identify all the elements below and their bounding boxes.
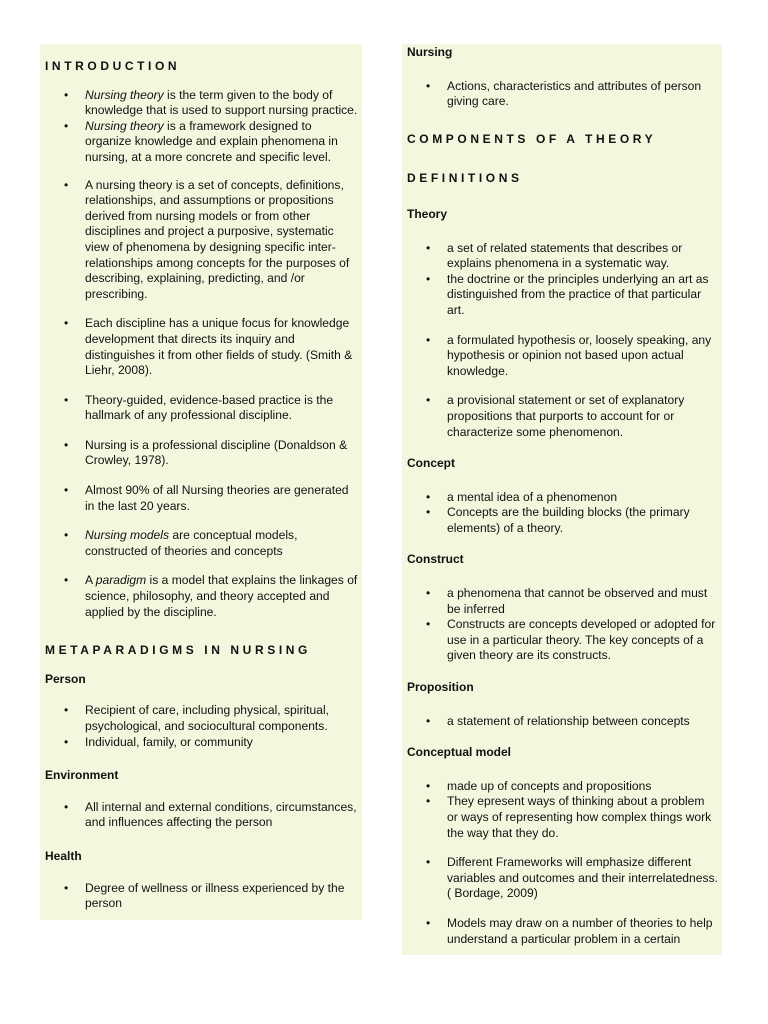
introduction-list	[40, 88, 362, 166]
metaparadigms-section	[40, 628, 362, 920]
environment-heading: Environment	[45, 768, 119, 783]
list-item: • a provisional statement or set of explanatory propositions that purports to account for or characterize some phenomenon.	[402, 393, 722, 440]
right-column	[402, 44, 722, 955]
list-item: • A nursing theory is a set of concepts, definitions, relationships, and assumptions or propositions derived from nursing models or from other disciplines and project a purposive, systematic view of phenomena by designing specific inter-relationships among concepts for the purposes of describing, explaining, predicting, and /or prescribing.	[40, 178, 362, 303]
list-item: • They epresent ways of thinking about a problem or ways of representing how complex things work the way that they do.	[402, 794, 722, 841]
list-item: • Almost 90% of all Nursing theories are generated in the last 20 years.	[40, 483, 362, 514]
definitions-heading: DEFINITIONS	[407, 171, 523, 186]
list-item: • Degree of wellness or illness experienced by the person	[40, 881, 362, 912]
list-item: • A paradigm is a model that explains the linkages of science, philosophy, and theory accepted and applied by the discipline.	[40, 573, 362, 620]
list-item: • Nursing is a professional discipline (Donaldson & Crowley, 1978).	[40, 438, 362, 469]
components-section	[402, 110, 722, 955]
theory-heading: Theory	[407, 206, 448, 221]
list-item: • a mental idea of a phenomenon	[402, 490, 722, 506]
introduction-heading: INTRODUCTION	[45, 59, 181, 73]
list-item: • Models may draw on a number of theories to help understand a particular problem in a certain	[402, 916, 722, 947]
list-item: • Each discipline has a unique focus for knowledge development that directs its inquiry and distinguishes it from other fields of study. (Smith & Liehr, 2008).	[40, 316, 362, 378]
list-item: • Recipient of care, including physical, spiritual, psychological, and sociocultural components.	[40, 703, 362, 734]
list-item: • Nursing theory is the term given to the body of knowledge that is used to support nursing practice.	[40, 88, 362, 119]
introduction-section	[40, 44, 362, 628]
list-item: • a set of related statements that describes or explains phenomena in a systematic way.	[402, 241, 722, 272]
list-item: • Nursing theory is a framework designed to organize knowledge and explain phenomena in nursing, at a more concrete and specific level.	[40, 119, 362, 166]
list-item: • Actions, characteristics and attributes of person giving care.	[402, 79, 722, 110]
left-column	[40, 44, 362, 920]
list-item: • Nursing models are conceptual models, constructed of theories and concepts	[40, 528, 362, 559]
list-item: • Concepts are the building blocks (the primary elements) of a theory.	[402, 505, 722, 536]
nursing-section	[402, 44, 722, 110]
list-item: • the doctrine or the principles underlying an art as distinguished from the practice of that particular art.	[402, 272, 722, 319]
proposition-heading: Proposition	[407, 680, 474, 695]
list-item: • All internal and external conditions, circumstances, and influences affecting the person	[40, 800, 362, 831]
construct-heading: Construct	[407, 552, 464, 567]
list-item: • a formulated hypothesis or, loosely speaking, any hypothesis or opinion not based upon actual knowledge.	[402, 333, 722, 380]
list-item: • a phenomena that cannot be observed and must be inferred	[402, 586, 722, 617]
list-item: • a statement of relationship between concepts	[402, 714, 722, 730]
list-item: • made up of concepts and propositions	[402, 779, 722, 795]
list-item: • Constructs are concepts developed or adopted for use in a particular theory. The key concepts of a given theory are its constructs.	[402, 617, 722, 664]
conceptual-model-heading: Conceptual model	[407, 745, 512, 760]
list-item: • Theory-guided, evidence-based practice is the hallmark of any professional discipline.	[40, 393, 362, 424]
list-item: • Different Frameworks will emphasize different variables and outcomes and their interrelatedness.( Bordage, 2009)	[402, 855, 722, 902]
components-heading: COMPONENTS OF A THEORY	[407, 131, 657, 146]
metaparadigms-heading: METAPARADIGMS IN NURSING	[45, 643, 311, 658]
concept-heading: Concept	[407, 456, 455, 471]
health-heading: Health	[45, 848, 82, 863]
list-item: • Individual, family, or community	[40, 735, 362, 751]
nursing-heading: Nursing	[407, 45, 453, 59]
person-heading: Person	[45, 671, 86, 686]
